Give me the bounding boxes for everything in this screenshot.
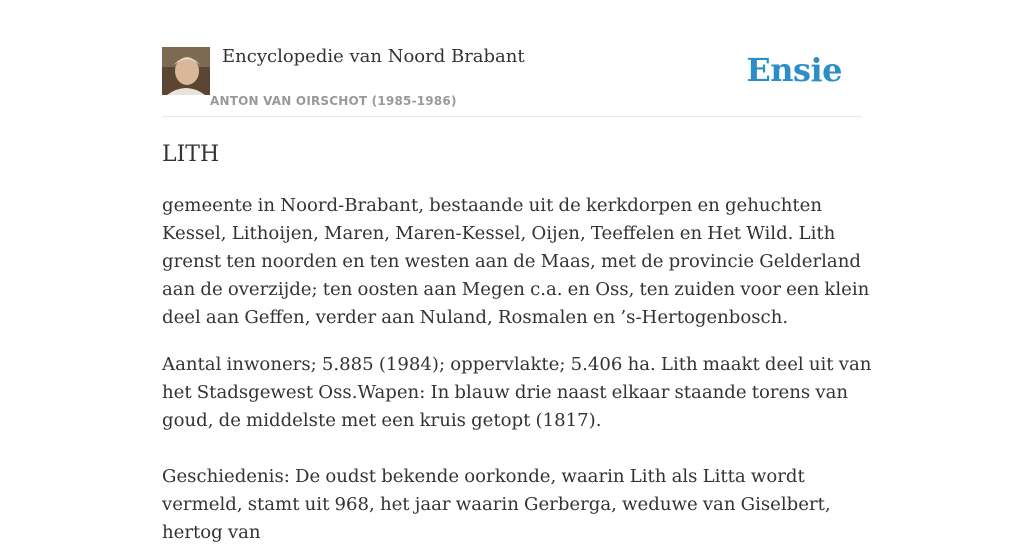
author-avatar[interactable] bbox=[162, 47, 210, 95]
ensie-logo[interactable]: Ensie bbox=[746, 51, 842, 89]
article-header bbox=[162, 0, 862, 117]
article-paragraph: Aantal inwoners; 5.885 (1984); oppervlakte; 5.406 ha. Lith maakt deel uit van het Stadsgewest Oss.Wapen: In blauw drie naast elkaar staande torens van goud, de middelste met een kruis getopt (1817). bbox=[162, 354, 872, 431]
site-title-link[interactable]: Encyclopedie van Noord Brabant bbox=[222, 46, 525, 67]
article-paragraph: gemeente in Noord-Brabant, bestaande uit de kerkdorpen en gehuchten Kessel, Lithoijen, Maren, Maren-Kessel, Oijen, Teeffelen en Het Wild. Lith grenst ten noorden en ten westen aan de Maas, met de provincie Gelderland aan de overzijde; ten oosten aan Megen c.a. en Oss, ten zuiden voor een klein deel aan Geffen, verder aan Nuland, Rosmalen en ’s-Hertogenbosch. bbox=[162, 195, 870, 328]
page-content bbox=[162, 0, 872, 543]
avatar-portrait-icon bbox=[162, 47, 210, 95]
author-byline[interactable]: ANTON VAN OIRSCHOT (1985-1986) bbox=[210, 94, 457, 108]
article-title: LITH bbox=[162, 142, 220, 167]
article-paragraph: Geschiedenis: De oudst bekende oorkonde, waarin Lith als Litta wordt vermeld, stamt uit 968, het jaar waarin Gerberga, weduwe van Giselbert, hertog van bbox=[162, 466, 831, 543]
